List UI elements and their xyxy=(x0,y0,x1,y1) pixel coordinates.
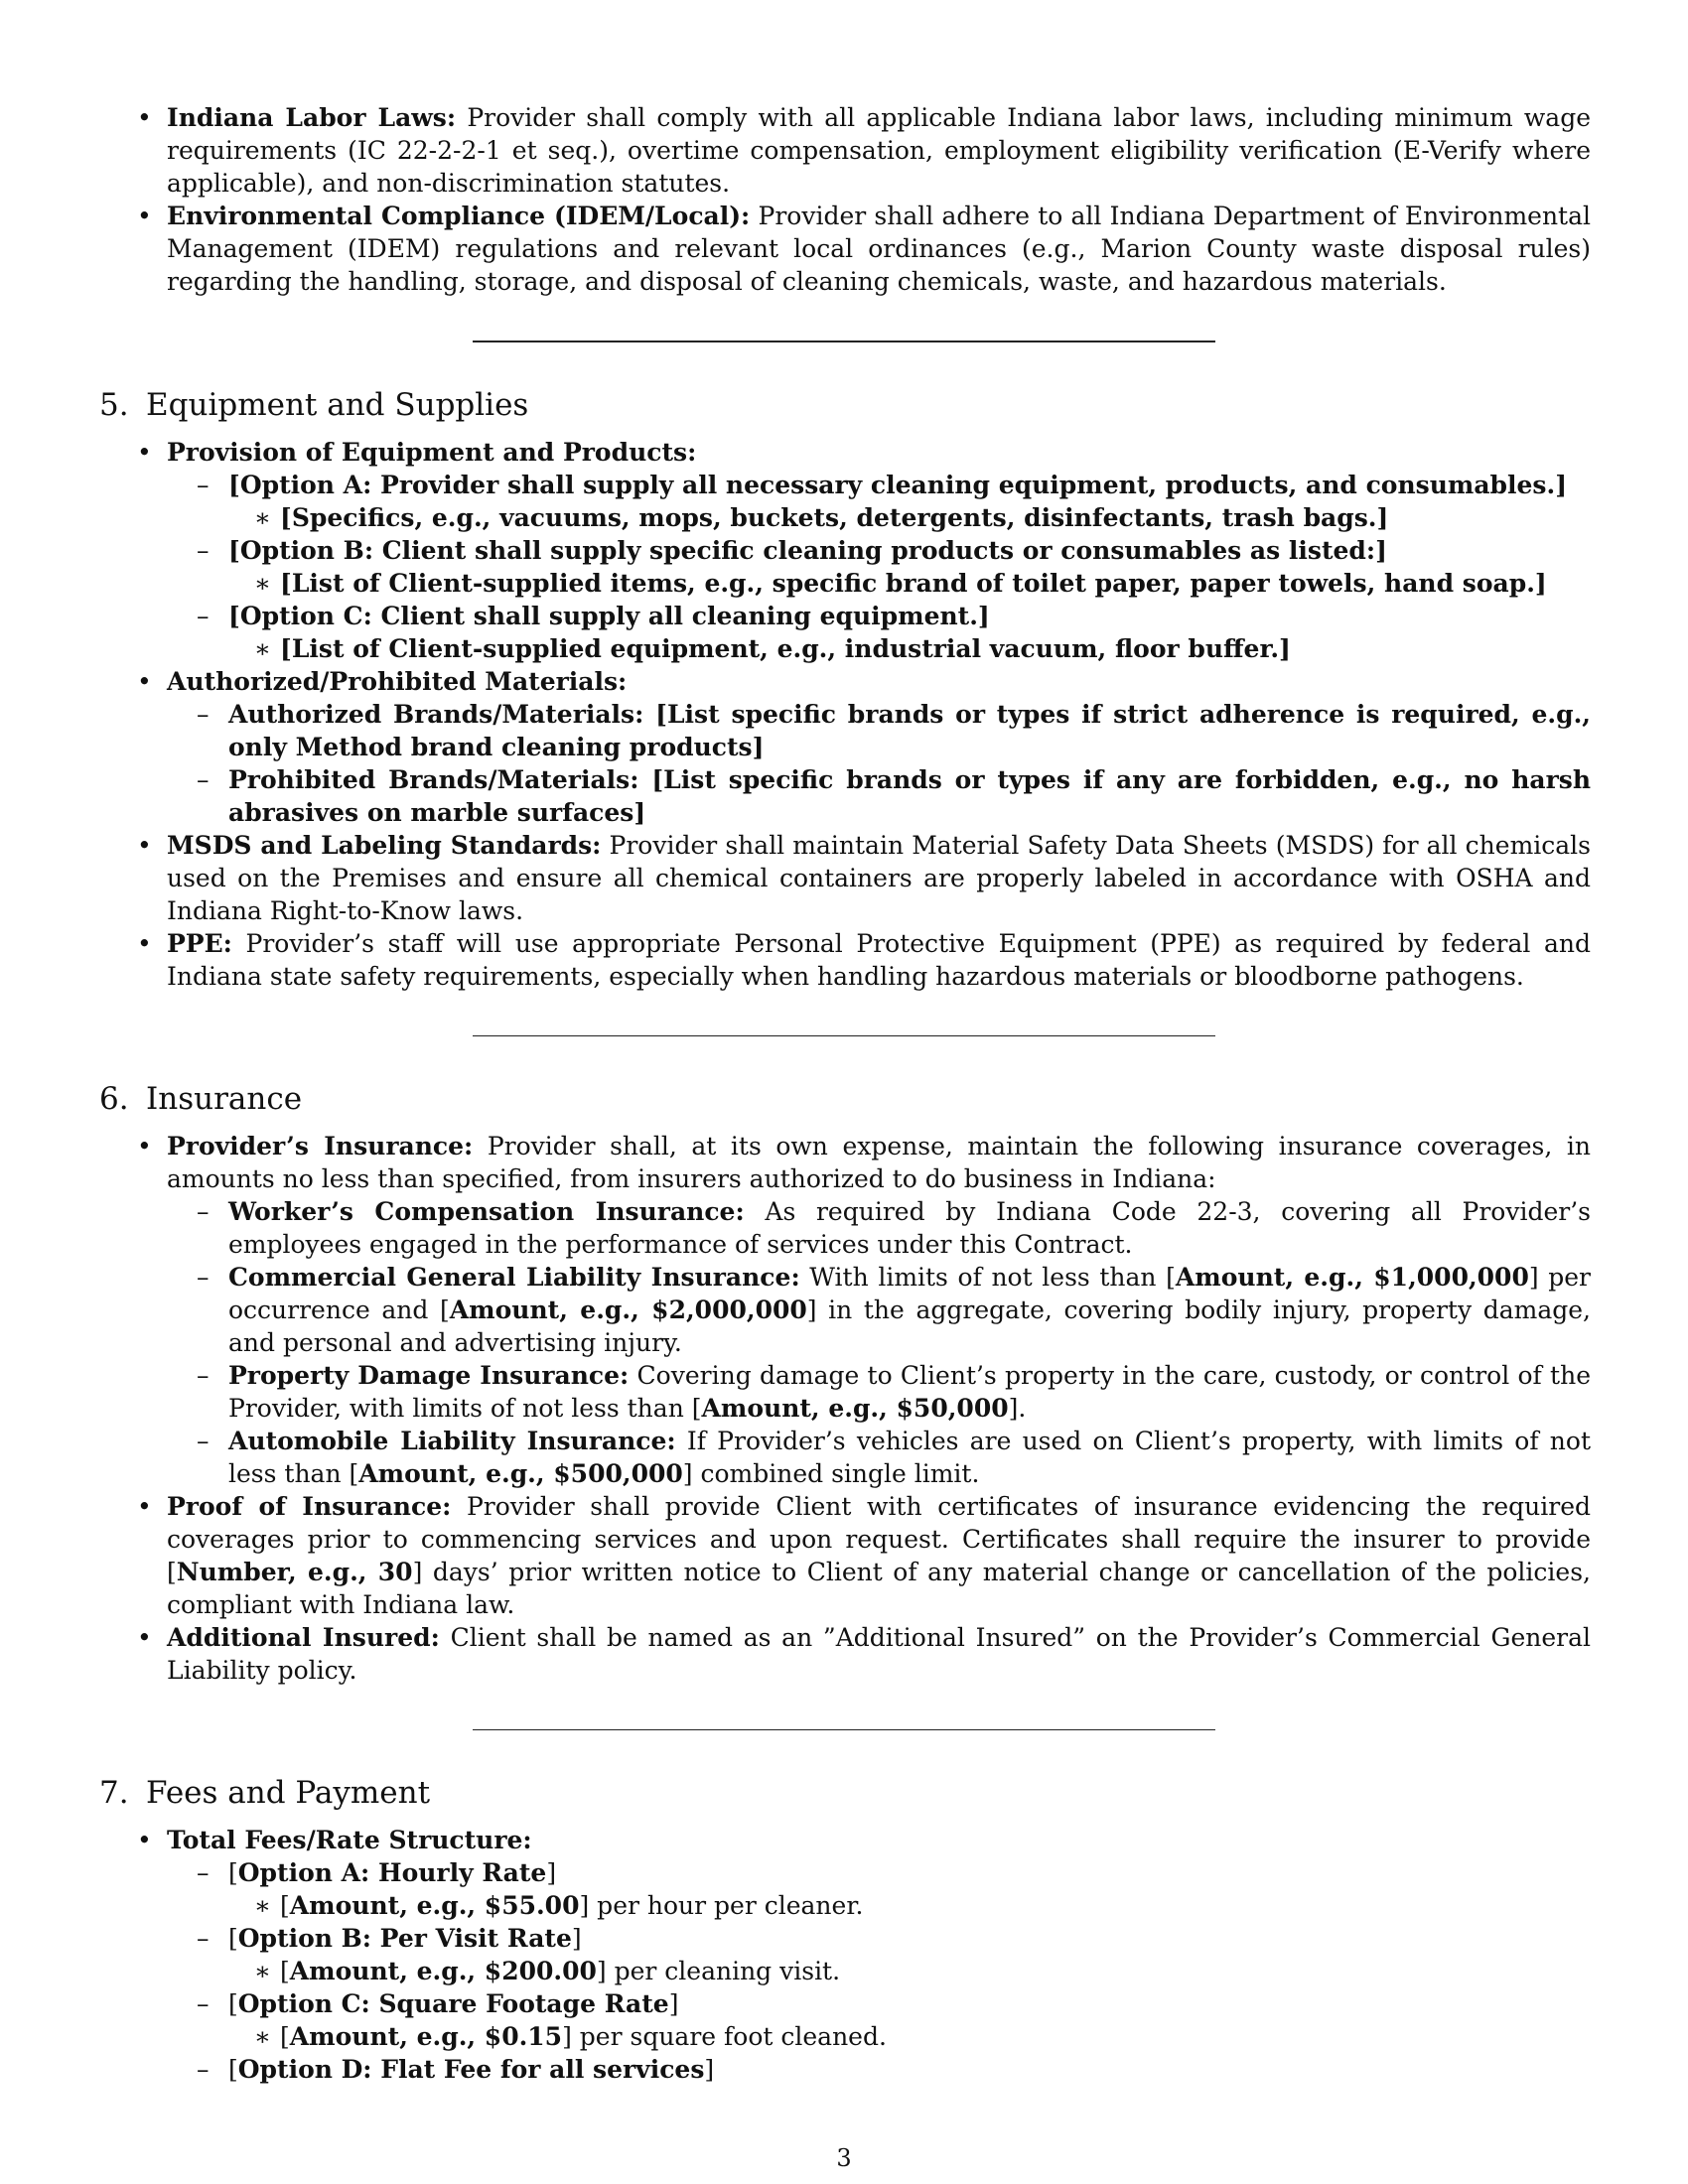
subsub-list xyxy=(228,567,1591,600)
subsub-list-item: ∗ [Amount, e.g., $55.00] per hour per cleaner. xyxy=(228,1889,1591,1922)
authorized-text: Authorized Brands/Materials: [List specific brands or types if strict adherence is required, e.g., only Method brand cleaning products] xyxy=(228,700,1591,761)
item-label: Authorized/Prohibited Materials: xyxy=(167,667,628,696)
section-6-heading xyxy=(99,1080,1591,1118)
section-7-heading xyxy=(99,1774,1591,1812)
list-item xyxy=(129,665,1591,829)
number-placeholder: Number, e.g., 30 xyxy=(176,1558,413,1586)
sub-list xyxy=(167,469,1591,665)
option-title: Option D: Flat Fee for all services xyxy=(237,2055,705,2084)
subsub-list xyxy=(228,501,1591,534)
item-label: Total Fees/Rate Structure: xyxy=(167,1826,532,1854)
list-item xyxy=(129,436,1591,665)
sub-list-item xyxy=(167,469,1591,534)
item-text: Provider shall provide Client with certificates of insurance evidencing the required coverages prior to commencing services and upon request. Certificates shall require the insurer to provide [ xyxy=(167,1492,1591,1586)
sub-list-item xyxy=(167,1359,1591,1425)
item-text: Provider shall comply with all applicable Indiana labor laws, including minimum wage requirements (IC 22-2-2-1 et seq.), overtime compensation, employment eligibility verification (E-Verify where applicable), and non-discrimination statutes. xyxy=(167,103,1591,198)
sub-list xyxy=(167,1856,1591,2086)
section-divider xyxy=(473,1035,1215,1036)
item-label: PPE: xyxy=(167,929,232,958)
option-spec: [List of Client-supplied items, e.g., specific brand of toilet paper, paper towels, hand soap.] xyxy=(280,569,1547,598)
compliance-list xyxy=(129,101,1591,298)
option-title: Option A: Hourly Rate xyxy=(237,1858,547,1887)
item-label: Commercial General Liability Insurance: xyxy=(228,1263,800,1292)
section-6-list xyxy=(129,1130,1591,1687)
sub-list-item xyxy=(167,763,1591,829)
section-title: Insurance xyxy=(146,1081,303,1117)
amount-placeholder: Amount, e.g., $50,000 xyxy=(701,1394,1009,1423)
item-text: ] days’ prior written notice to Client of any material change or cancellation of the policies, compliant with Indiana law. xyxy=(167,1558,1591,1619)
subsub-list-item xyxy=(228,567,1591,600)
sub-list-item: – [Option B: Per Visit Rate] ∗ [Amount, e.g., $200.00] per cleaning visit. xyxy=(167,1922,1591,1987)
sub-list-item xyxy=(167,698,1591,763)
option-title: Option B: Per Visit Rate xyxy=(237,1924,572,1953)
amount-placeholder: Amount, e.g., $500,000 xyxy=(358,1459,683,1488)
item-text: With limits of not less than [ xyxy=(799,1263,1176,1292)
item-text: ]. xyxy=(1008,1394,1027,1423)
section-title: Equipment and Supplies xyxy=(146,387,529,423)
item-label: Environmental Compliance (IDEM/Local): xyxy=(167,202,751,230)
list-item xyxy=(129,200,1591,298)
list-item xyxy=(129,101,1591,200)
section-number: 7. xyxy=(99,1775,129,1811)
item-label: Additional Insured: xyxy=(167,1623,440,1652)
subsub-list-item: ∗ [Amount, e.g., $200.00] per cleaning visit. xyxy=(228,1955,1591,1987)
item-label: Provider’s Insurance: xyxy=(167,1132,474,1160)
item-text: As required by Indiana Code 22-3, covering all Provider’s employees engaged in the performance of services under this Contract. xyxy=(228,1197,1591,1259)
option-spec: [Specifics, e.g., vacuums, mops, buckets, detergents, disinfectants, trash bags.] xyxy=(280,503,1389,532)
item-text: Provider shall, at its own expense, maintain the following insurance coverages, in amounts no less than specified, from insurers authorized to do business in Indiana: xyxy=(167,1132,1591,1193)
option-text: [Option A: Provider shall supply all necessary cleaning equipment, products, and consumables.] xyxy=(228,471,1568,499)
amount-placeholder: Amount, e.g., $2,000,000 xyxy=(449,1296,807,1324)
prohibited-text: Prohibited Brands/Materials: [List specific brands or types if any are forbidden, e.g., no harsh abrasives on marble surfaces] xyxy=(228,765,1591,827)
item-label: Indiana Labor Laws: xyxy=(167,103,457,132)
sub-list xyxy=(167,698,1591,829)
subsub-list-item xyxy=(228,632,1591,665)
section-5-list xyxy=(129,436,1591,993)
option-text: [Option B: Client shall supply specific cleaning products or consumables as listed:] xyxy=(228,536,1387,565)
option-text: [Option C: Client shall supply all cleaning equipment.] xyxy=(228,602,990,630)
section-divider xyxy=(473,341,1215,342)
item-text: ] per cleaning visit. xyxy=(596,1957,841,1985)
list-item xyxy=(129,1824,1591,2086)
sub-list-item xyxy=(167,600,1591,665)
section-5-heading xyxy=(99,386,1591,424)
item-text: If Provider’s vehicles are used on Client’s property, with limits of not less than [ xyxy=(228,1427,1591,1488)
list-item xyxy=(129,1621,1591,1687)
item-text: Client shall be named as an ”Additional Insured” on the Provider’s Commercial General Liability policy. xyxy=(167,1623,1591,1685)
subsub-list-item: ∗ [Amount, e.g., $0.15] per square foot cleaned. xyxy=(228,2020,1591,2053)
list-item xyxy=(129,927,1591,993)
subsub-list xyxy=(228,1955,1591,1987)
item-text: Provider shall maintain Material Safety Data Sheets (MSDS) for all chemicals used on the Premises and ensure all chemical containers are properly labeled in accordance with OSHA and Indiana Right-to-Know laws. xyxy=(167,831,1591,925)
item-text: Provider shall adhere to all Indiana Department of Environmental Management (IDEM) regulations and relevant local ordinances (e.g., Marion County waste disposal rules) regarding the handling, storage, and disposal of cleaning chemicals, waste, and hazardous materials. xyxy=(167,202,1591,296)
section-7-list xyxy=(129,1824,1591,2086)
amount-placeholder: Amount, e.g., $0.15 xyxy=(289,2022,563,2051)
sub-list-item xyxy=(167,1195,1591,1261)
subsub-list xyxy=(228,2020,1591,2053)
item-text: ] per hour per cleaner. xyxy=(579,1891,864,1920)
item-label: Worker’s Compensation Insurance: xyxy=(228,1197,745,1226)
amount-placeholder: Amount, e.g., $1,000,000 xyxy=(1175,1263,1529,1292)
list-item xyxy=(129,829,1591,927)
item-label: Automobile Liability Insurance: xyxy=(228,1427,676,1455)
item-text: ] per occurrence and [ xyxy=(228,1263,1591,1324)
item-label: MSDS and Labeling Standards: xyxy=(167,831,602,860)
sub-list-item: – [Option A: Hourly Rate] ∗ [Amount, e.g., $55.00] per hour per cleaner. xyxy=(167,1856,1591,1922)
section-divider xyxy=(473,1729,1215,1730)
section-number: 5. xyxy=(99,387,129,423)
item-text: ] combined single limit. xyxy=(682,1459,980,1488)
sub-list-item xyxy=(167,1261,1591,1359)
amount-placeholder: Amount, e.g., $55.00 xyxy=(289,1891,580,1920)
sub-list-item xyxy=(167,534,1591,600)
section-title: Fees and Payment xyxy=(146,1775,431,1811)
item-text: Provider’s staff will use appropriate Personal Protective Equipment (PPE) as required by federal and Indiana state safety requirements, especially when handling hazardous materials or bloodborne pathogens. xyxy=(167,929,1591,991)
sub-list xyxy=(167,1195,1591,1490)
list-item xyxy=(129,1130,1591,1490)
sub-list-item xyxy=(167,1425,1591,1490)
option-title: Option C: Square Footage Rate xyxy=(237,1989,669,2018)
sub-list-item: – [Option C: Square Footage Rate] ∗ [Amount, e.g., $0.15] per square foot cleaned. xyxy=(167,1987,1591,2053)
item-label: Provision of Equipment and Products: xyxy=(167,438,697,467)
list-item xyxy=(129,1490,1591,1621)
page-content xyxy=(99,101,1591,2086)
subsub-list-item xyxy=(228,501,1591,534)
page-number: 3 xyxy=(836,2144,852,2172)
item-text: Covering damage to Client’s property in the care, custody, or control of the Provider, with limits of not less than [ xyxy=(228,1361,1591,1423)
section-number: 6. xyxy=(99,1081,129,1117)
sub-list-item: – [Option D: Flat Fee for all services] xyxy=(167,2053,1591,2086)
subsub-list xyxy=(228,1889,1591,1922)
amount-placeholder: Amount, e.g., $200.00 xyxy=(289,1957,597,1985)
item-label: Proof of Insurance: xyxy=(167,1492,452,1521)
item-label: Property Damage Insurance: xyxy=(228,1361,630,1390)
item-text: ] per square foot cleaned. xyxy=(562,2022,887,2051)
option-spec: [List of Client-supplied equipment, e.g., industrial vacuum, floor buffer.] xyxy=(280,634,1291,663)
item-text: ] in the aggregate, covering bodily injury, property damage, and personal and advertising injury. xyxy=(228,1296,1591,1357)
subsub-list xyxy=(228,632,1591,665)
